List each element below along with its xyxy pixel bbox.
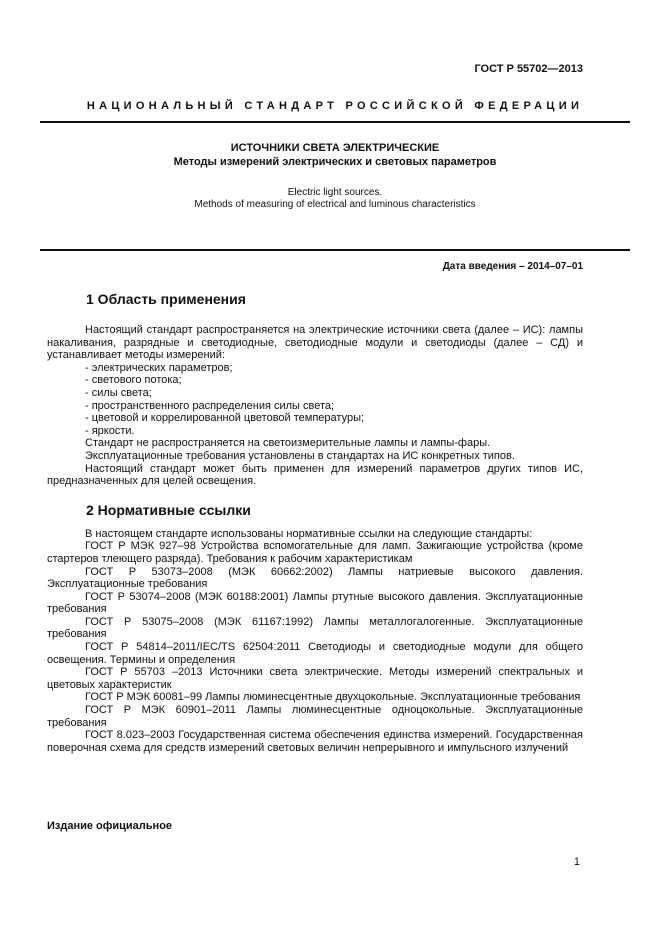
intro-date: Дата введения – 2014–07–01 xyxy=(442,261,583,272)
normative-reference: ГОСТ Р МЭК 927–98 Устройства вспомогательные для ламп. Зажигающие устройства (кроме стартеров тлеющего разряда). Требования к рабочим характеристикам xyxy=(47,540,583,565)
normative-reference: ГОСТ Р МЭК 60901–2011 Лампы люминесцентные одноцокольные. Эксплуатационные требования xyxy=(47,704,583,729)
section-1-paragraph: Стандарт не распространяется на светоизмерительные лампы и лампы-фары. xyxy=(85,437,491,450)
normative-reference: ГОСТ Р МЭК 60081–99 Лампы люминесцентные двухцокольные. Эксплуатационные требования xyxy=(85,691,581,704)
official-edition-label: Издание официальное xyxy=(47,820,173,832)
normative-reference: ГОСТ Р 55703 –2013 Источники света электрические. Методы измерений спектральных и цветовых характеристик xyxy=(47,666,583,691)
section-1-paragraph: Настоящий стандарт может быть применен для измерений параметров других типов ИС, предназначенных для целей освещения. xyxy=(47,462,583,488)
document-body xyxy=(47,290,583,754)
normative-reference: ГОСТ Р 53075–2008 (МЭК 61167:1992) Лампы металлогалогенные. Эксплуатационные требования xyxy=(47,615,583,641)
title-en-main: Electric light sources. xyxy=(287,187,383,198)
page-number: 1 xyxy=(573,856,580,868)
section-2-intro: В настоящем стандарте использованы нормативные ссылки на следующие стандарты: xyxy=(85,527,533,540)
middle-divider xyxy=(40,249,630,251)
title-en-sub: Methods of measuring of electrical and luminous characteristics xyxy=(194,199,476,210)
list-item: - яркости. xyxy=(85,424,135,437)
doc-code: ГОСТ Р 55702—2013 xyxy=(474,63,583,75)
section-2-heading: 2 Нормативные ссылки xyxy=(86,501,251,518)
list-item: - пространственного распределения силы света; xyxy=(85,399,335,412)
normative-reference: ГОСТ Р 53074–2008 (МЭК 60188:2001) Лампы ртутные высокого давления. Эксплуатационные требования xyxy=(47,590,583,616)
section-1-paragraph: Эксплуатационные требования установлены в стандартах на ИС конкретных типов. xyxy=(85,449,515,462)
list-item: - электрических параметров; xyxy=(85,361,233,374)
list-item: - цветовой и коррелированной цветовой температуры; xyxy=(85,412,365,425)
section-1-heading: 1 Область применения xyxy=(86,291,246,307)
normative-reference: ГОСТ 8.023–2003 Государственная система обеспечения единства измерений. Государственная поверочная схема для средств измерений световых величин непрерывного и импульсного излучений xyxy=(47,729,583,754)
title-ru-main: ИСТОЧНИКИ СВЕТА ЭЛЕКТРИЧЕСКИЕ xyxy=(230,142,440,154)
top-divider xyxy=(40,121,630,123)
list-item: - силы света; xyxy=(85,386,152,399)
list-item: - светового потока; xyxy=(85,374,182,387)
title-ru-sub: Методы измерений электрических и световых параметров xyxy=(173,156,497,168)
normative-reference: ГОСТ Р 54814–2011/IEC/TS 62504:2011 Светодиоды и светодиодные модули для общего освещения. Термины и определения xyxy=(47,641,583,666)
section-1-paragraph: Настоящий стандарт распространяется на электрические источники света (далее – ИС): лампы накаливания, разрядные и светодиодные, светодиодные модули и светодиоды (далее – СД) и устанавливает методы измерений: xyxy=(47,324,583,362)
normative-reference: ГОСТ Р 53073–2008 (МЭК 60662:2002) Лампы натриевые высокого давления. Эксплуатационные требования xyxy=(47,565,583,591)
national-standard-banner: НАЦИОНАЛЬНЫЙ СТАНДАРТ РОССИЙСКОЙ ФЕДЕРАЦИИ xyxy=(86,100,584,112)
